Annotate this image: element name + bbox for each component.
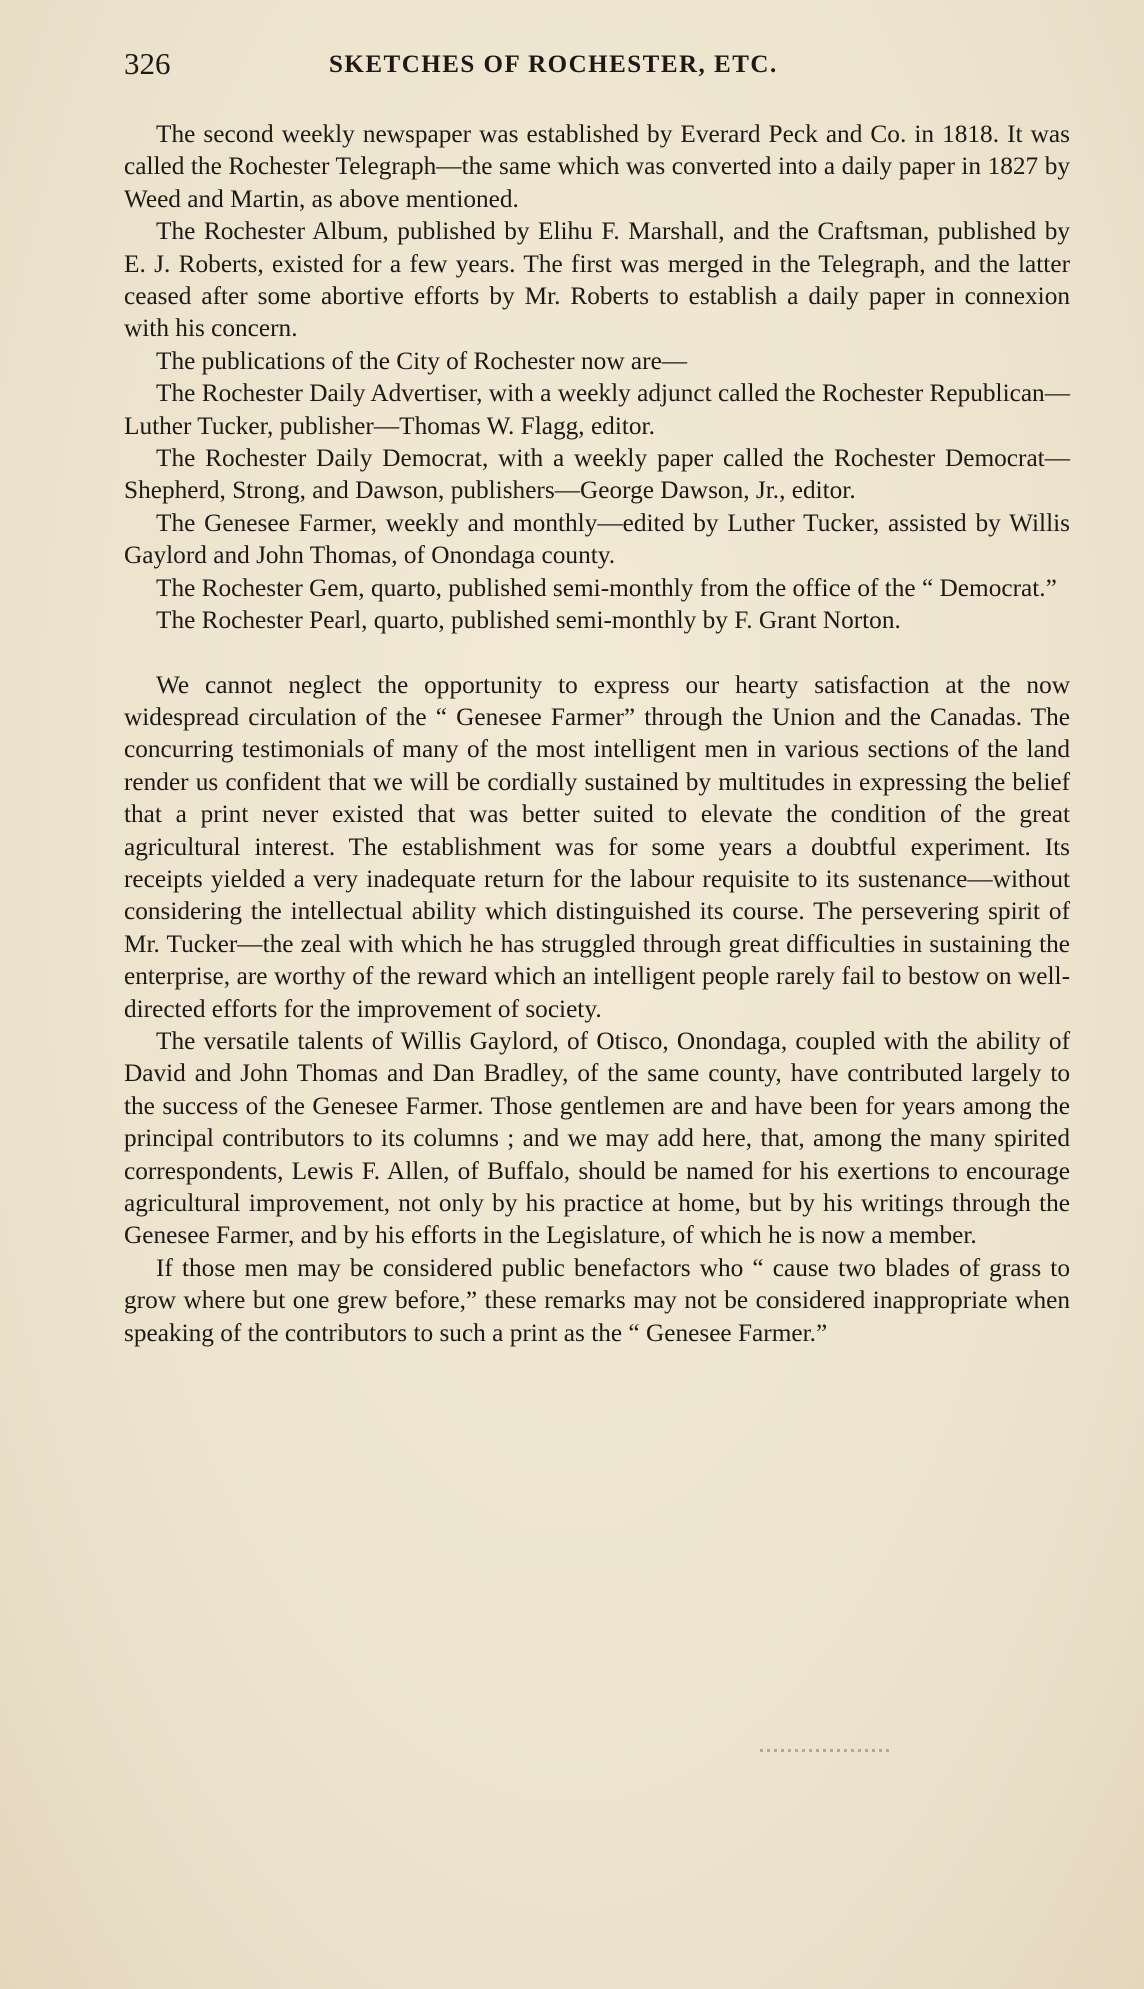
paragraph-contributors: The versatile talents of Willis Gaylord, of Otisco, Onondaga, coupled with the ability of David and John Thomas and Dan Bradley, of the same county, have contributed largely to the success of the Genesee Farmer. Those gentlemen are and have been for years among the principal contributors to its columns ; and we may add here, that, among the many spirited correspondents, Lewis F. Allen, of Buffalo, should be named for his exertions to encourage agricultural improvement, not only by his practice at home, but by his writings through the Genesee Farmer, and by his efforts in the Legislature, of which he is now a member. (124, 1026, 1070, 1250)
paragraph-daily-democrat: The Rochester Daily Democrat, with a weekly paper called the Rochester Democrat—Shepherd, Strong, and Dawson, publishers—George Dawson, Jr., editor. (124, 444, 1070, 505)
paragraph-album-craftsman: The Rochester Album, published by Elihu F. Marshall, and the Craftsman, published by E. J. Roberts, existed for a few years. The first was merged in the Telegraph, and the latter ceased after some abortive efforts by Mr. Roberts to establish a daily paper in connexion with his concern. (124, 217, 1070, 343)
paragraph-genesee-farmer: The Genesee Farmer, weekly and monthly—edited by Luther Tucker, assisted by Willis Gaylord and John Thomas, of Onondaga county. (124, 508, 1070, 570)
paragraph-publications-intro: The publications of the City of Rochester now are— (156, 346, 688, 375)
paragraph-rochester-gem: The Rochester Gem, quarto, published semi-monthly from the office of the “ Democrat.” (156, 573, 1057, 602)
body-text (124, 118, 1070, 1349)
page-number: 326 (124, 46, 171, 81)
paragraph-satisfaction: We cannot neglect the opportunity to express our hearty satisfaction at the now widespread circulation of the “ Genesee Farmer” through the Union and the Canadas. The concurring testimonials of many of the most intelligent men in various sections of the land render us confident that we will be cordially sustained by multitudes in expressing the belief that a print never existed that was better suited to elevate the condition of the great agricultural interest. The establishment was for some years a doubtful experiment. Its receipts yielded a very inadequate return for the labour requisite to its sustenance—without considering the intellectual ability which distinguished its course. The persevering spirit of Mr. Tucker—the zeal with which he has struggled through great difficulties in sustaining the enterprise, are worthy of the reward which an intelligent people rarely fail to bestow on well-directed efforts for the improvement of society. (124, 670, 1070, 1023)
paragraph-second-newspaper: The second weekly newspaper was established by Everard Peck and Co. in 1818. It was called the Rochester Telegraph—the same which was converted into a daily paper in 1827 by Weed and Martin, as above mentioned. (124, 120, 1070, 213)
print-smudge (760, 1749, 890, 1752)
paragraph-benefactors: If those men may be considered public benefactors who “ cause two blades of grass to grow where but one grew before,” these remarks may not be considered inappropriate when speaking of the contributors to such a print as the “ Genesee Farmer.” (124, 1253, 1070, 1347)
paragraph-rochester-pearl: The Rochester Pearl, quarto, published semi-monthly by F. Grant Norton. (156, 606, 901, 635)
paragraph-daily-advertiser: The Rochester Daily Advertiser, with a weekly adjunct called the Rochester Republican—Luther Tucker, publisher—Thomas W. Flagg, editor. (124, 379, 1070, 440)
page-header (124, 44, 1074, 84)
section-gap (124, 637, 1070, 669)
running-head: SKETCHES OF ROCHESTER, ETC. (329, 51, 778, 78)
